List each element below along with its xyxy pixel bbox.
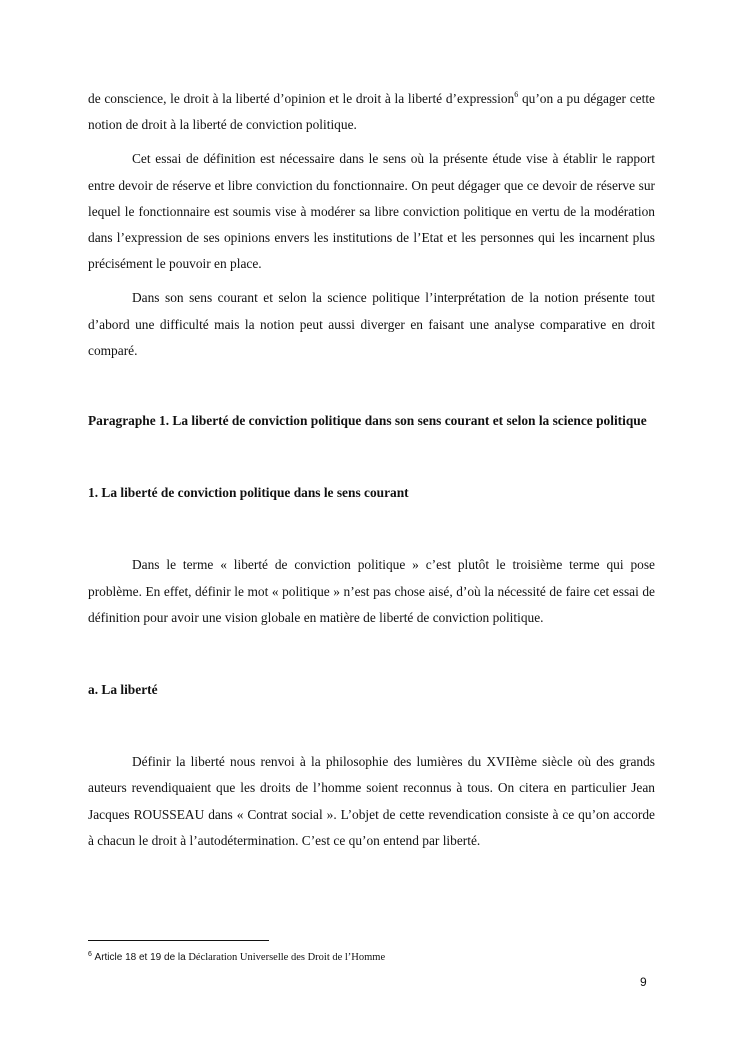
heading-subsection-a: a. La liberté [88,682,158,698]
footnote-number: 6 [88,951,92,958]
paragraph-common-meaning: Dans son sens courant et selon la science politique l’interprétation de la notion présente tout d’abord une difficulté mais la notion peut aussi diverger en faisant une analyse comparative en droit comparé. [88,290,655,358]
paragraph-text: qu’on a pu dégager cette notion de droit à la liberté de conviction politique. [88,91,655,133]
heading-paragraphe-1: Paragraphe 1. La liberté de conviction politique dans son sens courant et selon la science politique [88,413,647,429]
paragraph-definition-purpose: Cet essai de définition est nécessaire dans le sens où la présente étude vise à établir le rapport entre devoir de réserve et libre conviction du fonctionnaire. On peut dégager que ce devoir de réserve sur lequel le fonctionnaire est soumis vise à modérer sa libre conviction politique en vertu de la modération dans l’expression de ses opinions envers les institutions de l’Etat et les personnes qui les incarnent plus précisément le pouvoir en place. [88,151,655,272]
paragraph-text: de conscience, le droit à la liberté d’opinion et le droit à la liberté d’expression [88,91,515,106]
heading-section-1: 1. La liberté de conviction politique dans le sens courant [88,485,409,501]
footnote-text: Déclaration Universelle des Droit de l’Homme [185,952,386,963]
page-number: 9 [640,975,647,989]
footnote-separator [88,940,269,941]
paragraph-continuation [88,86,655,138]
paragraph-political-term: Dans le terme « liberté de conviction politique » c’est plutôt le troisième terme qui pose problème. En effet, définir le mot « politique » n’est pas chose aisé, d’où la nécessité de faire cet essai de définition pour avoir une vision globale en matière de liberté de conviction politique. [88,557,655,625]
footnote [88,948,385,965]
footnote-reference[interactable]: 6 [514,90,519,99]
document-body [88,86,655,854]
footnote-article: Article 18 et 19 de la [94,952,186,963]
paragraph-liberty-definition: Définir la liberté nous renvoi à la philosophie des lumières du XVIIème siècle où des grands auteurs revendiquaient que les droits de l’homme soient reconnus à tous. On citera en particulier Jean Jacques ROUSSEAU dans « Contrat social ». L’objet de cette revendication consiste à ce qu’on accorde à chacun le droit à l’autodétermination. C’est ce qu’on entend par liberté. [88,754,655,848]
